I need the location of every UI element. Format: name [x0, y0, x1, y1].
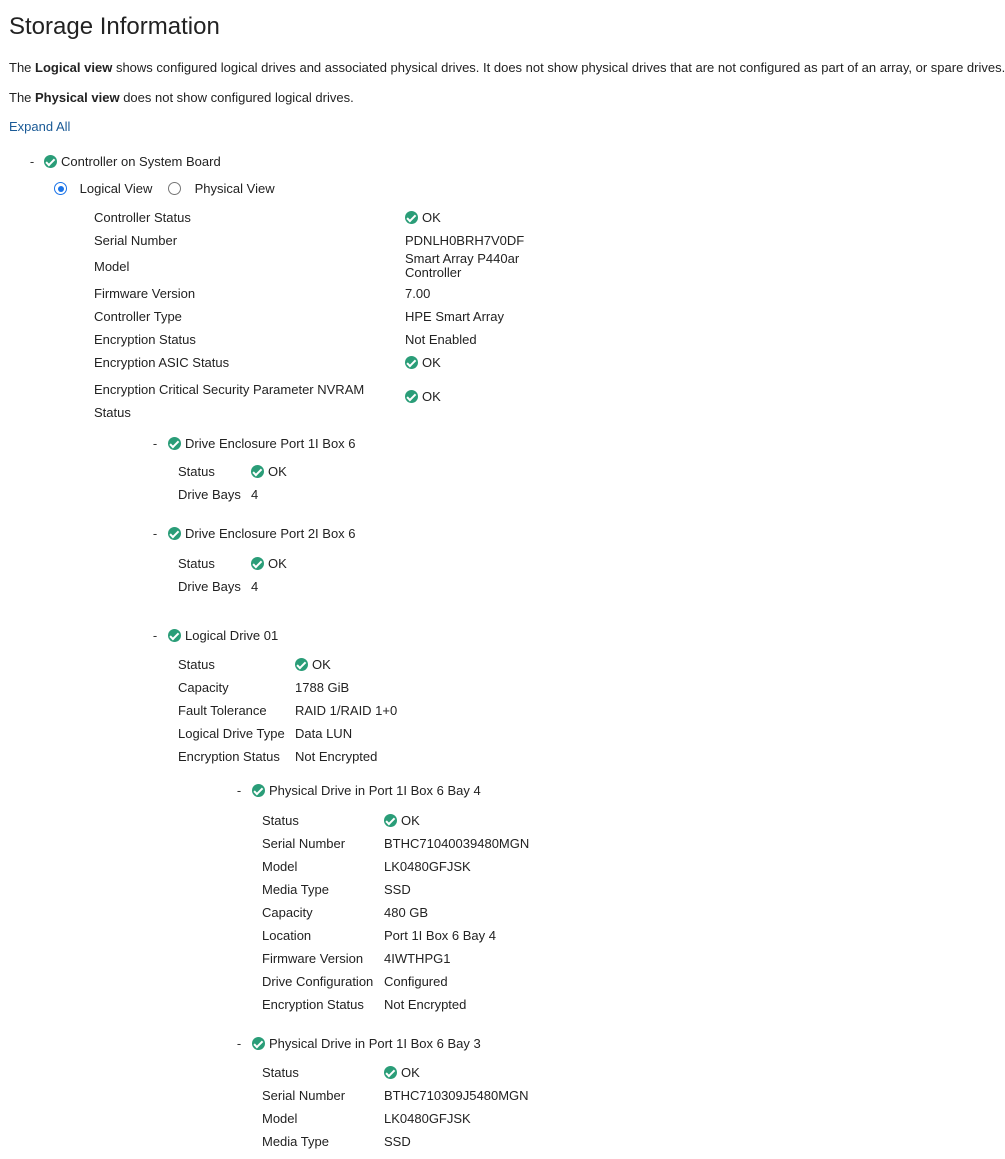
pd-2-model-label: Model [262, 1111, 298, 1126]
check-circle-icon [252, 784, 265, 797]
enclosure-2-node[interactable] [168, 526, 356, 541]
model-value-line1: Smart Array P440ar [405, 251, 520, 266]
pd-1-capacity-label: Capacity [262, 905, 313, 920]
controller-collapse-toggle[interactable]: - [29, 154, 35, 169]
check-circle-icon [252, 1037, 265, 1050]
pd-2-collapse-toggle[interactable]: - [236, 1036, 242, 1051]
encryption-asic-text: OK [422, 355, 441, 370]
ld-encryption-value: Not Encrypted [295, 749, 378, 764]
pd-2-serial-value: BTHC710309J5480MGN [384, 1088, 529, 1103]
pd-2-serial-label: Serial Number [262, 1088, 346, 1103]
model-value-line2: Controller [405, 265, 462, 280]
pd-1-status-label: Status [262, 813, 299, 828]
ld-capacity-label: Capacity [178, 680, 229, 695]
pd-1-drive-config-label: Drive Configuration [262, 974, 374, 989]
encryption-csp-value [405, 389, 441, 404]
pd-2-status-text: OK [401, 1065, 420, 1080]
intro-physical-post: does not show configured logical drives. [119, 90, 354, 105]
controller-title: Controller on System Board [61, 154, 221, 169]
check-circle-icon [251, 557, 264, 570]
pd-1-model-label: Model [262, 859, 298, 874]
check-circle-icon [405, 390, 418, 403]
pd-1-firmware-label: Firmware Version [262, 951, 364, 966]
encryption-csp-text: OK [422, 389, 441, 404]
pd-1-status-text: OK [401, 813, 420, 828]
controller-type-value: HPE Smart Array [405, 309, 504, 324]
expand-all-link[interactable]: Expand All [9, 119, 71, 134]
pd-2-title: Physical Drive in Port 1I Box 6 Bay 3 [269, 1036, 481, 1051]
check-circle-icon [384, 814, 397, 827]
ld-status-text: OK [312, 657, 331, 672]
encryption-asic-value [405, 355, 441, 370]
check-circle-icon [295, 658, 308, 671]
model-label: Model [94, 259, 130, 274]
pd-1-status-value [384, 813, 420, 828]
enclosure-1-bays-label: Drive Bays [178, 487, 241, 502]
ld-fault-tolerance-value: RAID 1/RAID 1+0 [295, 703, 398, 718]
pd-1-firmware-value: 4IWTHPG1 [384, 951, 451, 966]
serial-number-value: PDNLH0BRH7V0DF [405, 233, 525, 248]
encryption-csp-label [94, 378, 364, 424]
check-circle-icon [251, 465, 264, 478]
pd-2-node[interactable] [252, 1036, 481, 1051]
check-circle-icon [384, 1066, 397, 1079]
ld-capacity-value: 1788 GiB [295, 680, 350, 695]
controller-status-label: Controller Status [94, 210, 191, 225]
pd-1-serial-label: Serial Number [262, 836, 346, 851]
intro-logical-post: shows configured logical drives and associated physical drives. It does not show physical drives that are not configured as part of an array, or spare drives. [112, 60, 1005, 75]
pd-1-capacity-value: 480 GB [384, 905, 429, 920]
enclosure-1-title: Drive Enclosure Port 1I Box 6 [185, 436, 356, 451]
ld-type-value: Data LUN [295, 726, 353, 741]
pd-2-media-type-value: SSD [384, 1134, 411, 1149]
encryption-status-value: Not Enabled [405, 332, 477, 347]
controller-type-label: Controller Type [94, 309, 182, 324]
controller-node[interactable] [44, 154, 221, 169]
physical-view-label[interactable]: Physical View [194, 181, 275, 196]
enclosure-2-status-label: Status [178, 556, 215, 571]
enclosure-1-bays-value: 4 [251, 487, 259, 502]
pd-2-media-type-label: Media Type [262, 1134, 329, 1149]
pd-1-location-value: Port 1I Box 6 Bay 4 [384, 928, 497, 943]
pd-1-node[interactable] [252, 783, 481, 798]
ld-status-label: Status [178, 657, 215, 672]
enclosure-2-bays-value: 4 [251, 579, 259, 594]
ld-fault-tolerance-label: Fault Tolerance [178, 703, 267, 718]
logical-view-radio[interactable] [54, 182, 67, 195]
controller-status-value [405, 210, 441, 225]
check-circle-icon [405, 211, 418, 224]
pd-2-status-value [384, 1065, 420, 1080]
pd-1-serial-value: BTHC71040039480MGN [384, 836, 530, 851]
pd-1-location-label: Location [262, 928, 312, 943]
check-circle-icon [168, 629, 181, 642]
ld-encryption-label: Encryption Status [178, 749, 280, 764]
logical-drive-collapse-toggle[interactable]: - [152, 628, 158, 643]
logical-drive-node[interactable] [168, 628, 278, 643]
enclosure-2-bays-label: Drive Bays [178, 579, 241, 594]
pd-1-encryption-label: Encryption Status [262, 997, 364, 1012]
pd-1-encryption-value: Not Encrypted [384, 997, 467, 1012]
pd-1-drive-config-value: Configured [384, 974, 448, 989]
serial-number-label: Serial Number [94, 233, 178, 248]
ld-type-label: Logical Drive Type [178, 726, 285, 741]
pd-2-model-value: LK0480GFJSK [384, 1111, 471, 1126]
enclosure-2-title: Drive Enclosure Port 2I Box 6 [185, 526, 356, 541]
pd-1-media-type-label: Media Type [262, 882, 329, 897]
pd-1-media-type-value: SSD [384, 882, 411, 897]
physical-view-option[interactable] [168, 181, 275, 196]
model-value [405, 252, 519, 280]
firmware-version-label: Firmware Version [94, 286, 196, 301]
enclosure-2-collapse-toggle[interactable]: - [152, 526, 158, 541]
firmware-version-value: 7.00 [405, 286, 431, 301]
encryption-status-label: Encryption Status [94, 332, 196, 347]
encryption-asic-label: Encryption ASIC Status [94, 355, 230, 370]
pd-1-collapse-toggle[interactable]: - [236, 783, 242, 798]
physical-view-radio[interactable] [168, 182, 181, 195]
pd-1-title: Physical Drive in Port 1I Box 6 Bay 4 [269, 783, 481, 798]
check-circle-icon [405, 356, 418, 369]
intro-logical-pre: The [9, 60, 36, 75]
enclosure-1-status-text: OK [268, 464, 287, 479]
encryption-csp-label-line2: Status [94, 405, 131, 420]
page-title: Storage Information [9, 13, 220, 40]
logical-view-label[interactable]: Logical View [79, 181, 153, 196]
encryption-csp-label-line1: Encryption Critical Security Parameter NVRAM [94, 382, 365, 397]
controller-status-text: OK [422, 210, 441, 225]
intro-logical-view [9, 60, 1005, 75]
enclosure-2-status-text: OK [268, 556, 287, 571]
pd-1-model-value: LK0480GFJSK [384, 859, 471, 874]
enclosure-1-status-label: Status [178, 464, 215, 479]
intro-physical-bold: Physical view [35, 90, 120, 105]
intro-physical-view [9, 90, 354, 105]
intro-physical-pre: The [9, 90, 36, 105]
enclosure-1-node[interactable] [168, 436, 356, 451]
check-circle-icon [168, 437, 181, 450]
check-circle-icon [44, 155, 57, 168]
ld-status-value [295, 657, 331, 672]
check-circle-icon [168, 527, 181, 540]
intro-logical-bold: Logical view [35, 60, 113, 75]
enclosure-1-collapse-toggle[interactable]: - [152, 436, 158, 451]
logical-view-option[interactable] [54, 181, 152, 196]
enclosure-2-status-value [251, 556, 287, 571]
logical-drive-title: Logical Drive 01 [185, 628, 279, 643]
enclosure-1-status-value [251, 464, 287, 479]
pd-2-status-label: Status [262, 1065, 299, 1080]
